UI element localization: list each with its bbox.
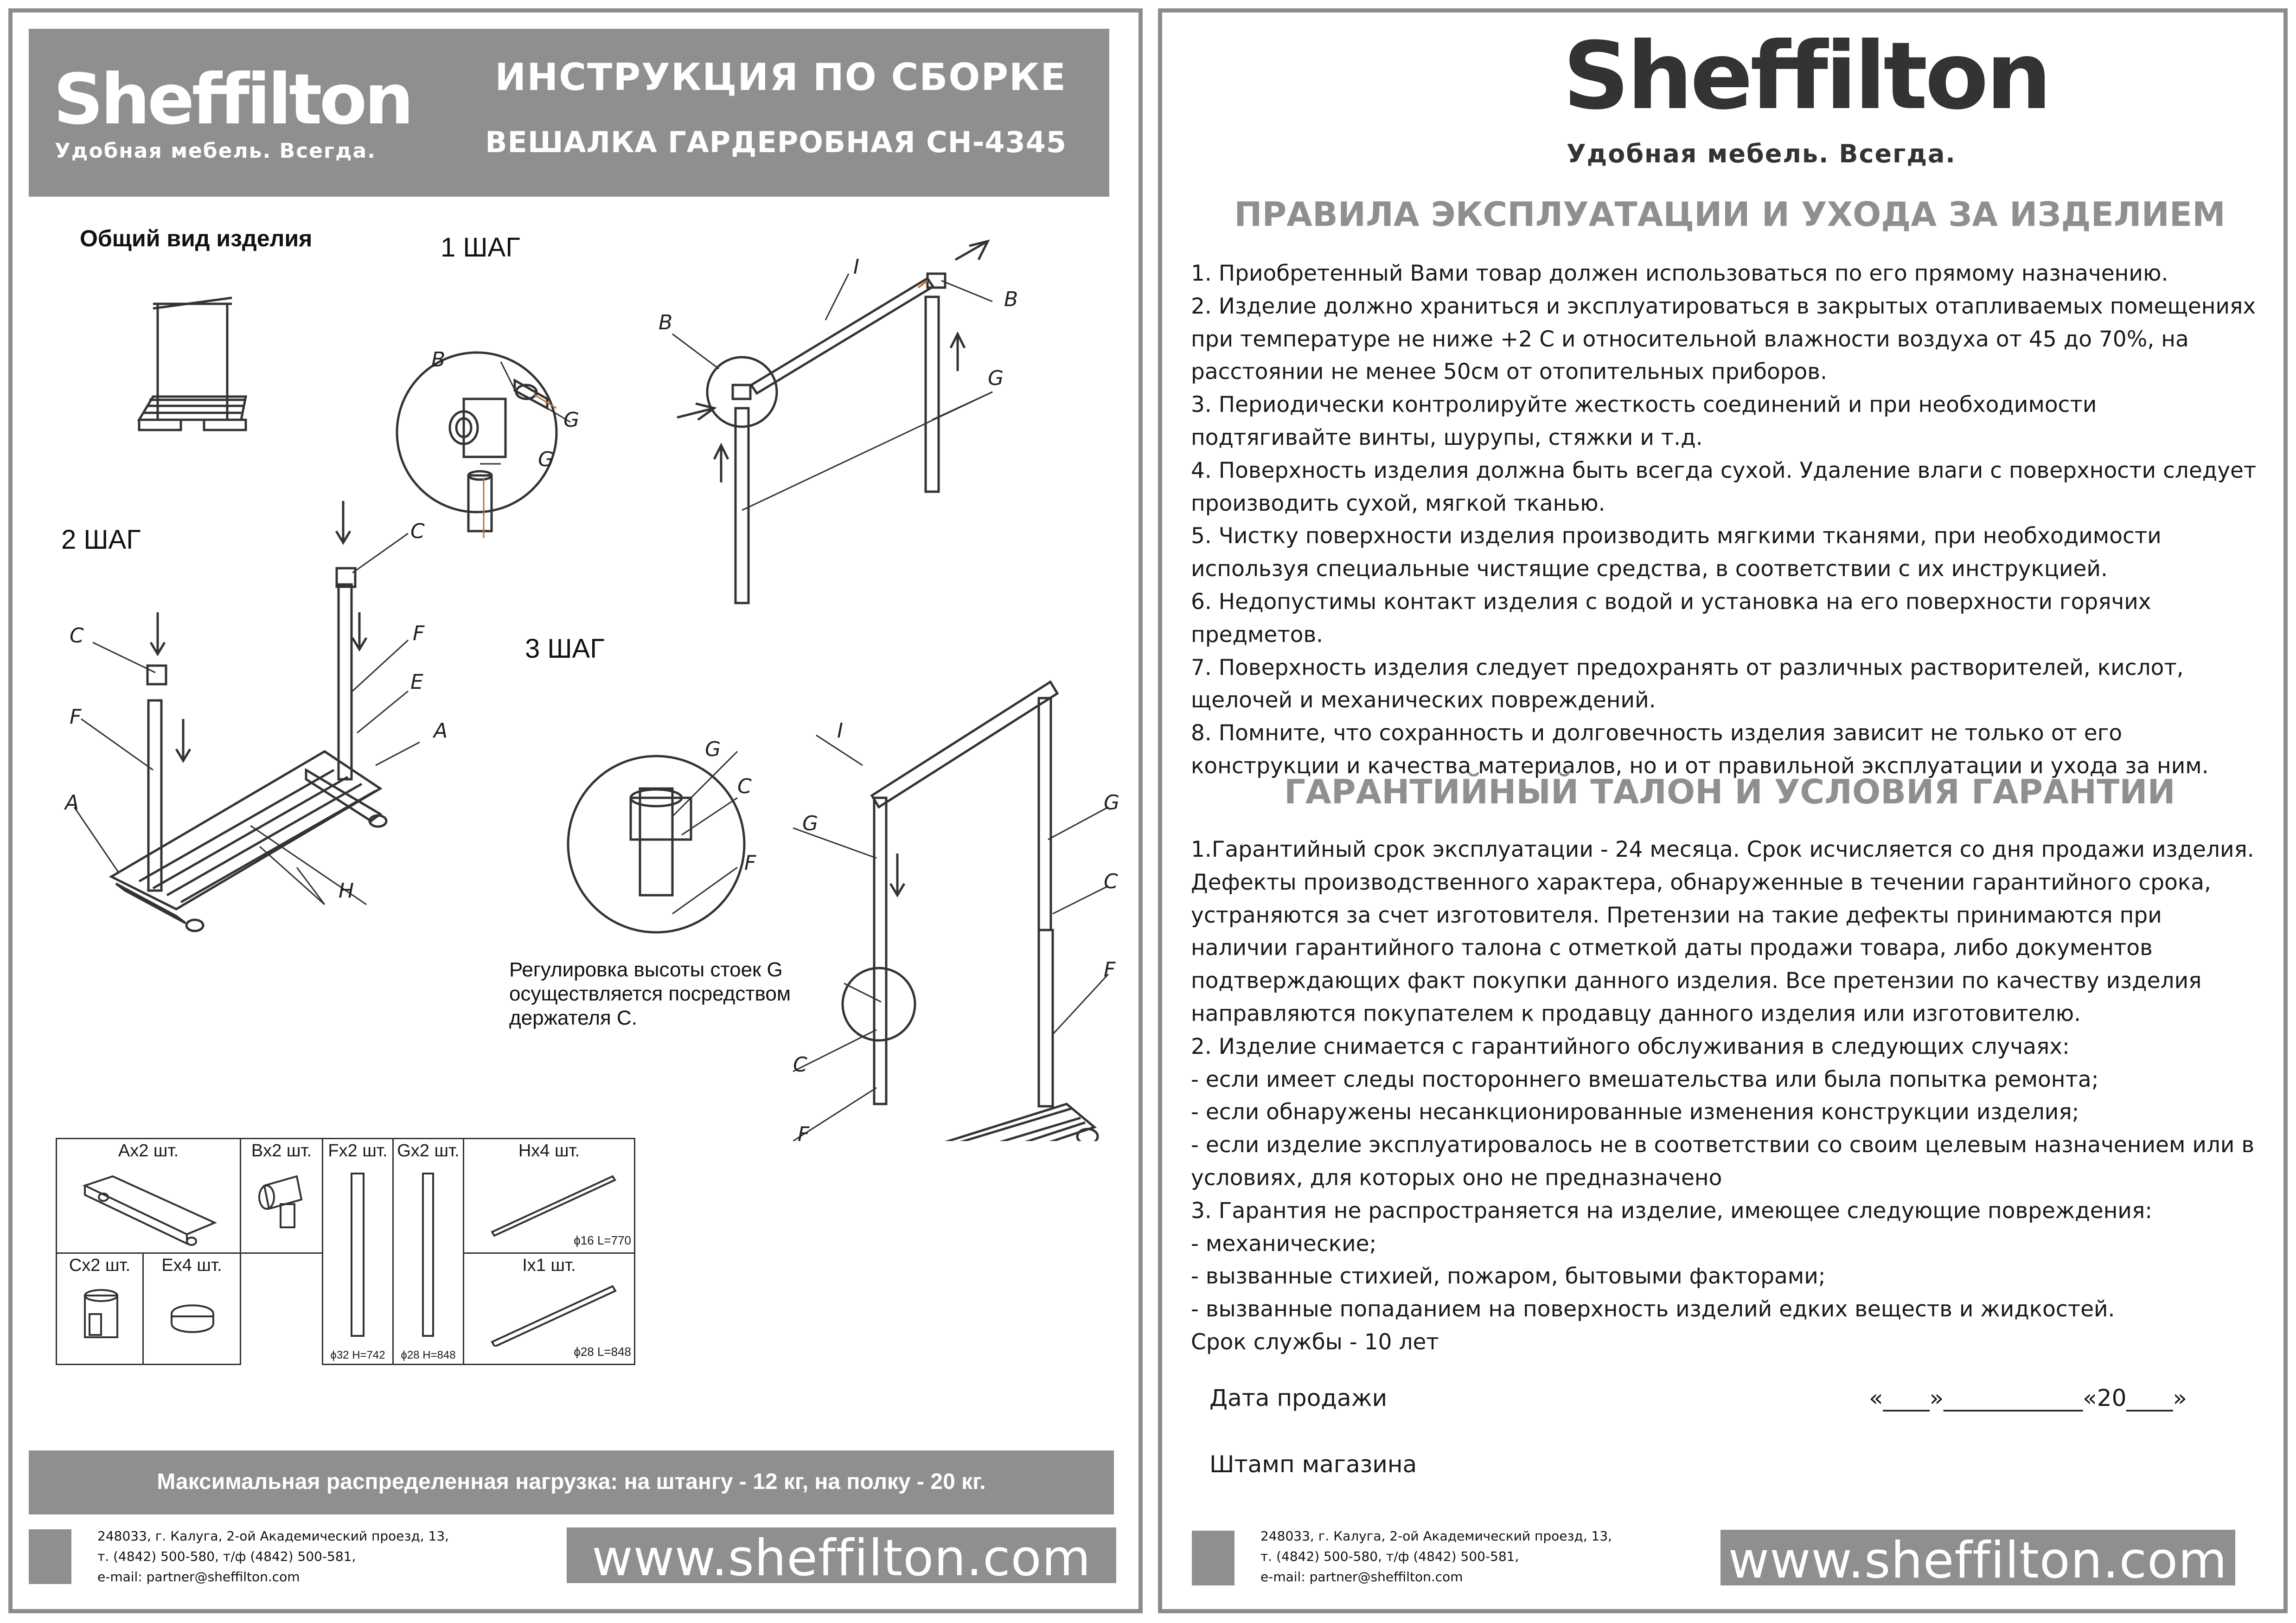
part-f-dim: ϕ32 H=742 (330, 1349, 385, 1361)
warranty-item: - механические; (1191, 1231, 1377, 1257)
label-b2-step1: B (1004, 288, 1018, 311)
label-b-step1: B (659, 311, 673, 334)
part-cell-f (322, 1138, 394, 1365)
label-c2-step2: C (70, 624, 84, 648)
label-f2-step3: F (1104, 958, 1116, 981)
load-banner (29, 1450, 1114, 1514)
step3-assembly (793, 682, 1108, 1141)
label-f-step3: F (798, 1123, 810, 1141)
warranty-item: - если обнаружены несанкционированные изменения конструкции изделия; (1191, 1099, 2079, 1125)
part-h-drawing (487, 1172, 617, 1237)
label-f-step2: F (413, 622, 425, 645)
rule-item: 4. Поверхность изделия должна быть всегда сухой. Удаление влаги с поверхности следует производить сухой, мягкой тканью. (1191, 457, 2257, 516)
label-h-step2: H (339, 879, 354, 903)
contact-address (1260, 1526, 1612, 1587)
warranty-terms (1191, 834, 2258, 1359)
label-g2-step3: G (1104, 791, 1120, 815)
address-line: 248033, г. Калуга, 2-ой Академический проезд, 13, (1260, 1528, 1612, 1544)
step-2-label: 2 ШАГ (61, 525, 141, 555)
rule-item: 3. Периодически контролируйте жесткость соединений и при необходимости подтягивайте винты, шурупы, стяжки и т.д. (1191, 392, 2097, 450)
part-h-dim: ϕ16 L=770 (574, 1233, 631, 1247)
height-adjustment-note: Регулировка высоты стоек G осуществляется посредством держателя С. (509, 958, 791, 1029)
label-c-step3-detail: C (737, 775, 752, 798)
label-f-step3-detail: F (744, 851, 756, 875)
part-g-drawing (419, 1172, 438, 1339)
address-line: 248033, г. Калуга, 2-ой Академический проезд, 13, (97, 1528, 449, 1544)
rule-item: 1. Приобретенный Вами товар должен использоваться по его прямому назначению. (1191, 261, 2168, 286)
label-g-step3-detail: G (705, 738, 721, 761)
label-b-detail: B (431, 348, 446, 372)
part-cell-c (56, 1252, 144, 1365)
email-line: e-mail: partner@sheffilton.com (97, 1569, 300, 1585)
shop-stamp-label: Штамп магазина (1209, 1451, 1417, 1478)
label-i-step1: I (853, 255, 859, 279)
part-i-drawing (487, 1282, 617, 1347)
part-h-label: Hx4 шт. (518, 1141, 580, 1161)
warranty-title: ГАРАНТИЙНЫЙ ТАЛОН И УСЛОВИЯ ГАРАНТИИ (1284, 772, 2175, 811)
part-c-drawing (78, 1286, 124, 1351)
part-cell-e (142, 1252, 241, 1365)
phone-line: т. (4842) 500-580, т/ф (4842) 500-581, (1260, 1549, 1519, 1564)
warranty-item: - если изделие эксплуатировалось не в соответствии со своим целевым назначением или в условиях, для которых оно не предназначено (1191, 1132, 2255, 1191)
footer-square (29, 1529, 71, 1584)
label-f2-step2: F (70, 705, 82, 729)
rule-item: 7. Поверхность изделия следует предохранять от различных растворителей, кислот, щелочей и механических повреждений. (1191, 654, 2184, 713)
brand-tagline: Удобная мебель. Всегда. (55, 139, 376, 163)
brand-logo-large: Sheffilton (1563, 22, 2049, 130)
step1-detail-circle (397, 353, 570, 538)
part-c-label: Cx2 шт. (69, 1256, 131, 1275)
part-cell-g (392, 1138, 464, 1365)
website-banner (567, 1527, 1116, 1587)
warranty-item: 1.Гарантийный срок эксплуатации - 24 месяца. Срок исчисляется со дня продажи изделия. Дефекты производственного характера, обнаруженные в течении гарантийного срока, устраняются за счет изготовителя. Претензии на такие дефекты принимаются при наличии гарантийного талона с отметкой даты продажи товара, либо документов подтверждающих факт покупки данного изделия. Все претензии по качеству изделия направляются покупателем к продавцу данного изделия или изготовителю. (1191, 837, 2254, 1026)
label-g2-detail: G (538, 448, 554, 471)
part-b-label: Bx2 шт. (251, 1141, 312, 1161)
brand-logo: Sheffilton (53, 59, 411, 140)
email-line: e-mail: partner@sheffilton.com (1260, 1569, 1463, 1585)
part-a-drawing (76, 1167, 224, 1246)
label-g-step3: G (802, 812, 819, 835)
warranty-item: - если имеет следы постороннего вмешательства или была попытка ремонта; (1191, 1066, 2099, 1092)
part-g-label: Gx2 шт. (397, 1141, 460, 1161)
parts-table (56, 1138, 635, 1365)
step2-assembly (74, 501, 420, 931)
part-g-dim: ϕ28 H=848 (401, 1349, 456, 1361)
overview-rack-drawing (139, 298, 246, 430)
footer-square (1192, 1531, 1234, 1585)
instruction-title: ИНСТРУКЦИЯ ПО СБОРКЕ (495, 56, 1067, 99)
step1-assembly (672, 241, 992, 603)
part-f-drawing (349, 1172, 367, 1339)
care-rules-title: ПРАВИЛА ЭКСПЛУАТАЦИИ И УХОДА ЗА ИЗДЕЛИЕМ (1234, 195, 2226, 234)
part-cell-a (56, 1138, 241, 1254)
website-link[interactable]: www.sheffilton.com (592, 1529, 1091, 1587)
overview-label: Общий вид изделия (80, 225, 313, 251)
part-e-drawing (167, 1296, 218, 1342)
brand-tagline-large: Удобная мебель. Всегда. (1567, 139, 1956, 168)
label-c2-step3: C (1104, 870, 1118, 893)
sale-date-field[interactable]: «____»____________«20____» (1869, 1385, 2187, 1411)
label-i-step3: I (837, 719, 843, 743)
label-c-step2: C (410, 520, 425, 543)
rule-item: 5. Чистку поверхности изделия производить мягкими тканями, при необходимости используя специальные чистящие средства, в соответствии с их инструкцией. (1191, 523, 2162, 582)
warranty-item: - вызванные попаданием на поверхность изделий едких веществ и жидкостей. (1191, 1296, 2115, 1322)
label-a2-step2: A (65, 791, 79, 815)
phone-line: т. (4842) 500-580, т/ф (4842) 500-581, (97, 1549, 356, 1564)
product-title: ВЕШАЛКА ГАРДЕРОБНАЯ СН-4345 (485, 125, 1067, 159)
part-e-label: Ex4 шт. (161, 1256, 222, 1275)
part-f-label: Fx2 шт. (328, 1141, 388, 1161)
rule-item: 6. Недопустимы контакт изделия с водой и установка на его поверхности горячих предметов. (1191, 589, 2151, 648)
contact-address (97, 1526, 449, 1587)
part-i-dim: ϕ28 L=848 (574, 1345, 631, 1359)
step-1-label: 1 ШАГ (441, 232, 520, 263)
part-cell-b (240, 1138, 323, 1254)
label-g-detail: G (563, 408, 580, 432)
part-a-label: Ax2 шт. (118, 1141, 179, 1161)
warranty-item: 3. Гарантия не распространяется на изделие, имеющее следующие повреждения: (1191, 1198, 2153, 1224)
warranty-item: 2. Изделие снимается с гарантийного обслуживания в следующих случаях: (1191, 1033, 2070, 1059)
label-g-step1: G (988, 366, 1004, 390)
website-link[interactable]: www.sheffilton.com (1728, 1532, 2228, 1590)
label-a-step2: A (434, 719, 448, 743)
max-load-text: Максимальная распределенная нагрузка: на штангу - 12 кг, на полку - 20 кг. (157, 1469, 986, 1494)
part-i-label: Ix1 шт. (522, 1256, 576, 1275)
care-rules-list (1191, 257, 2258, 783)
label-e-step2: E (410, 670, 423, 694)
step-3-label: 3 ШАГ (525, 634, 605, 664)
warranty-item: - вызванные стихией, пожаром, бытовыми факторами; (1191, 1264, 1826, 1289)
sale-date-label: Дата продажи (1209, 1385, 1388, 1411)
part-cell-i (463, 1252, 635, 1365)
warranty-item: Срок службы - 10 лет (1191, 1329, 1439, 1355)
part-b-drawing (255, 1172, 311, 1232)
part-cell-h (463, 1138, 635, 1254)
rule-item: 8. Помните, что сохранность и долговечность изделия зависит не только от его конструкции и качества материалов, но и от правильной эксплуатации и ухода за ним. (1191, 720, 2209, 779)
rule-item: 2. Изделие должно храниться и эксплуатироваться в закрытых отапливаемых помещениях при температуре не ниже +2 С и относительной влажности воздуха от 45 до 70%, на расстоянии не менее 50см от отопительных приборов. (1191, 293, 2256, 385)
website-banner (1720, 1530, 2235, 1590)
label-c-step3: C (793, 1053, 807, 1077)
